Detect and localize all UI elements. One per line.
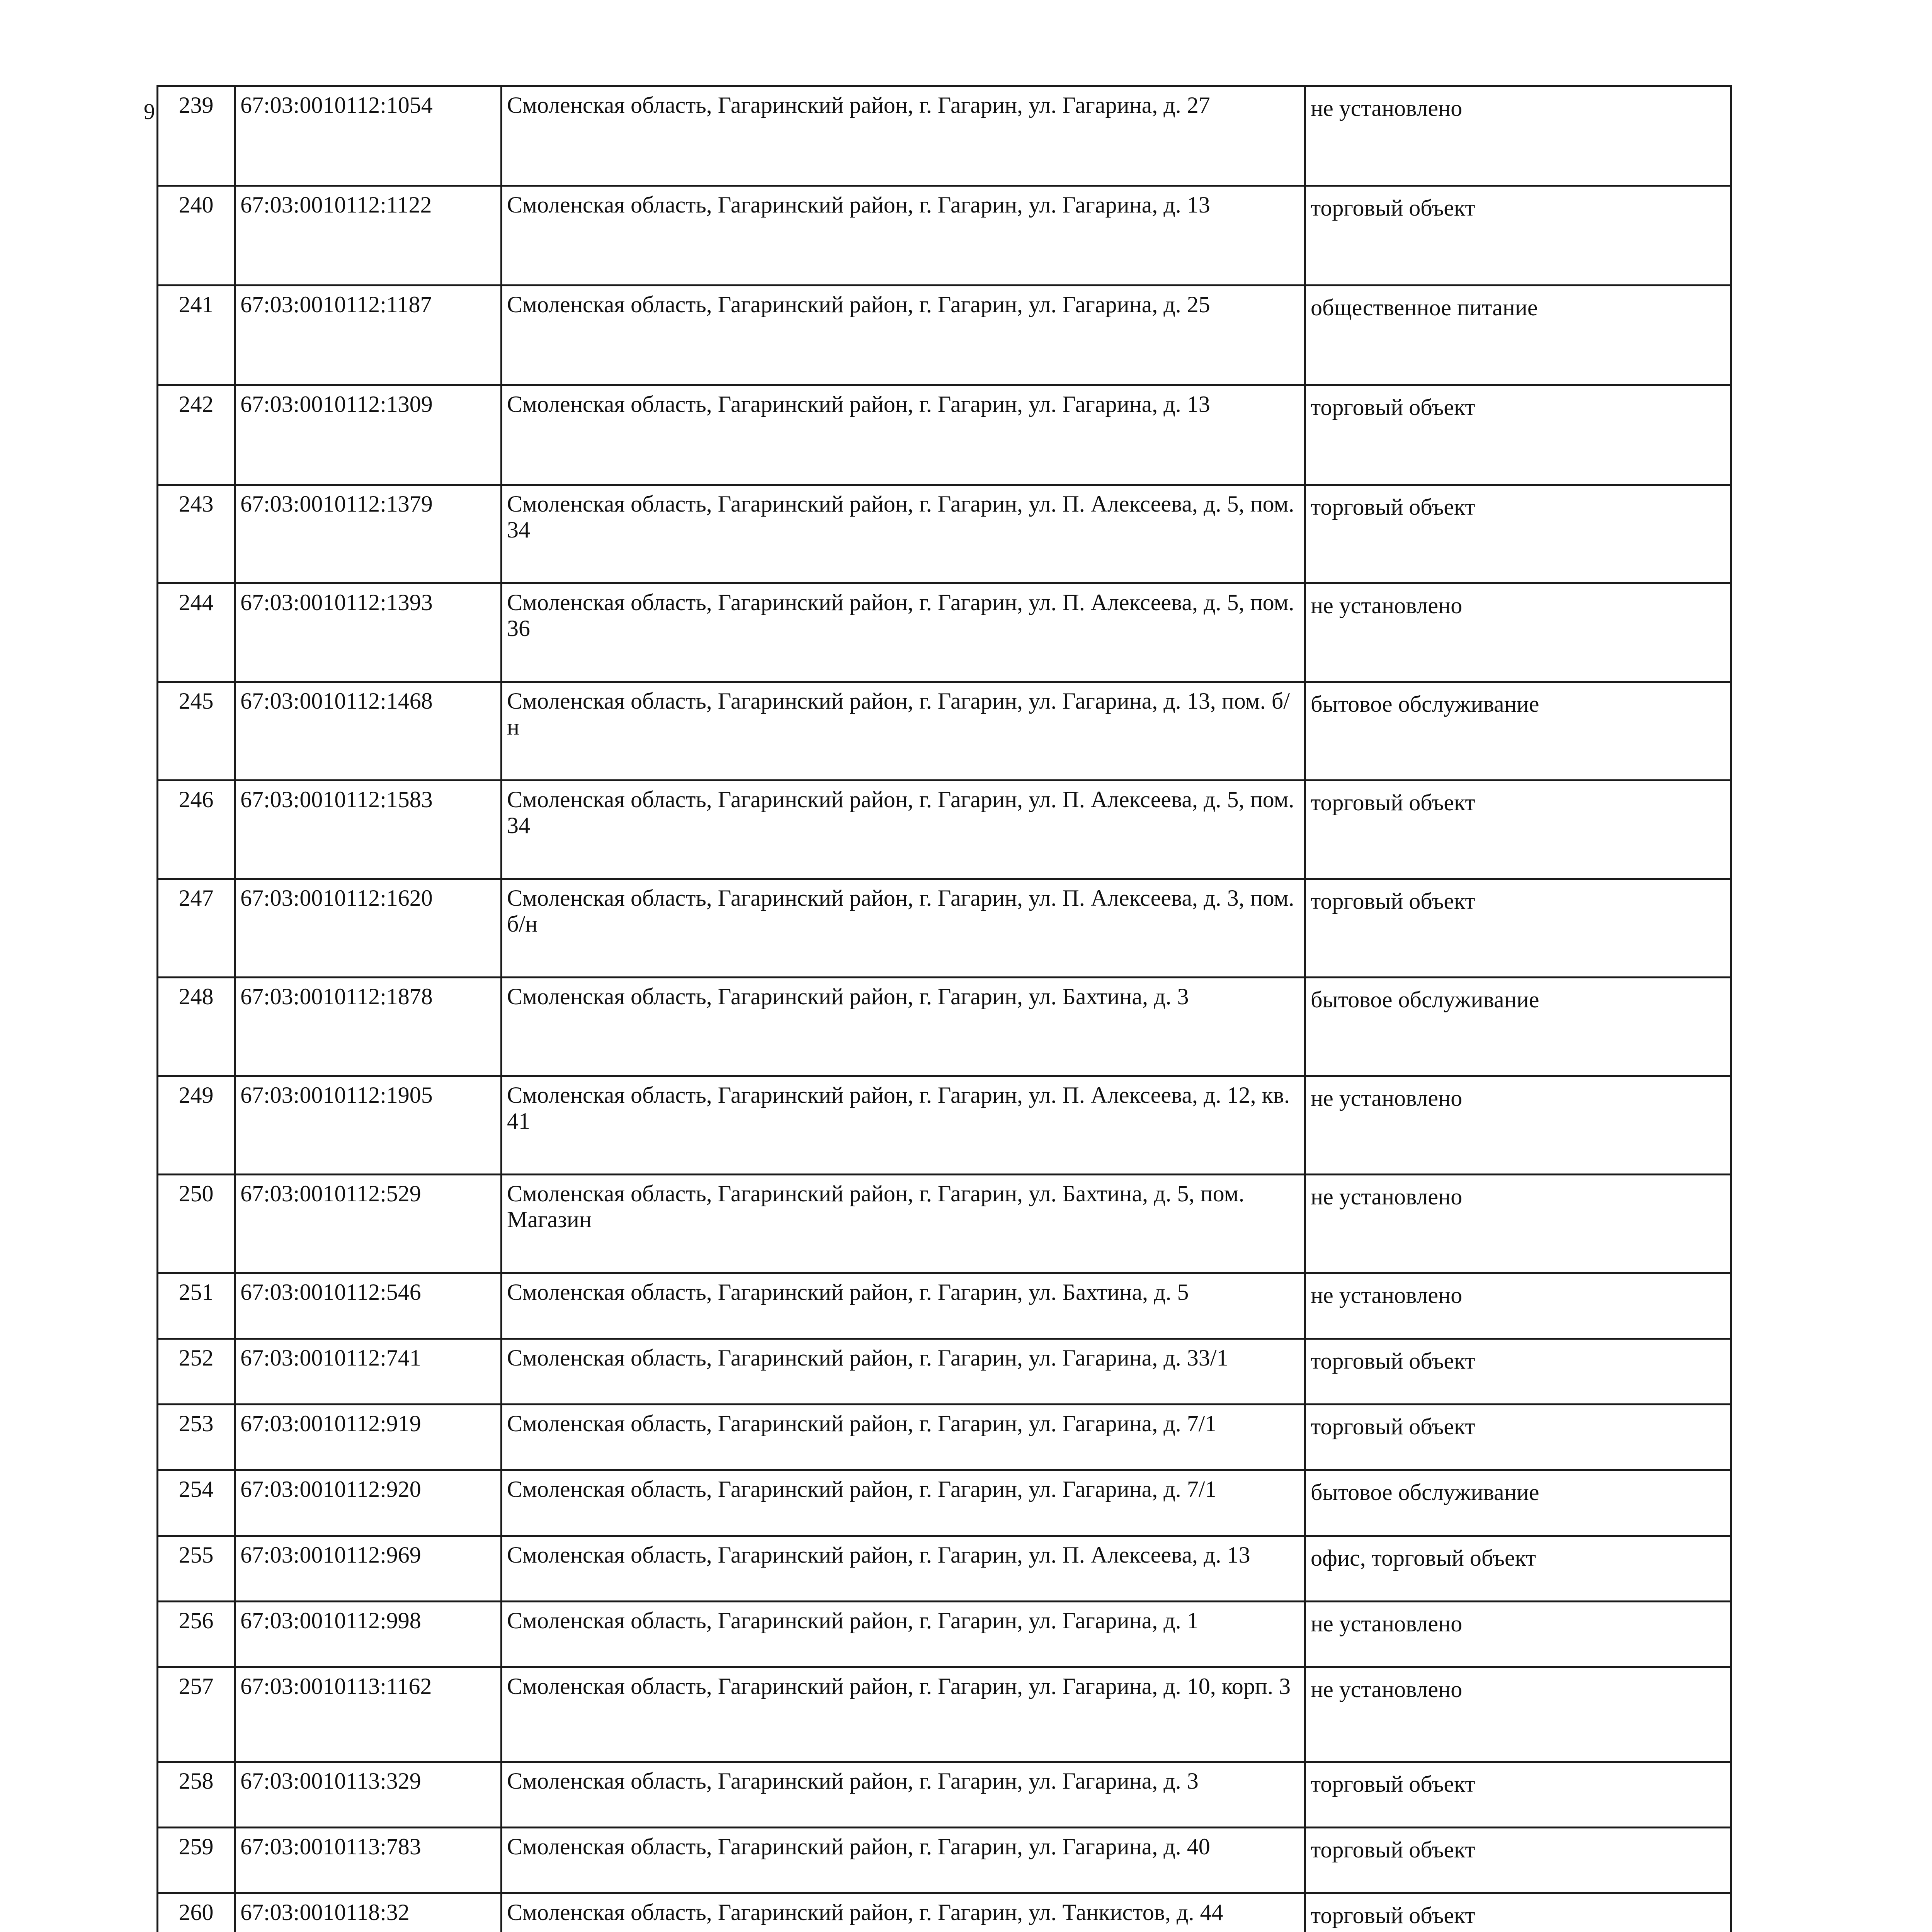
address: Смоленская область, Гагаринский район, г. Гагарин, ул. П. Алексеева, д. 3, пом. б/н bbox=[502, 879, 1305, 978]
address: Смоленская область, Гагаринский район, г. Гагарин, ул. П. Алексеева, д. 5, пом. 36 bbox=[502, 583, 1305, 682]
usage-type: торговый объект bbox=[1305, 1339, 1731, 1405]
usage-type: торговый объект bbox=[1305, 879, 1731, 978]
cadastral-number: 67:03:0010112:1393 bbox=[235, 583, 502, 682]
address: Смоленская область, Гагаринский район, г. Гагарин, ул. Гагарина, д. 7/1 bbox=[502, 1405, 1305, 1470]
usage-type: не установлено bbox=[1305, 86, 1731, 186]
cadastral-number: 67:03:0010112:741 bbox=[235, 1339, 502, 1405]
usage-type: не установлено bbox=[1305, 1076, 1731, 1175]
cadastral-number: 67:03:0010113:1162 bbox=[235, 1667, 502, 1762]
usage-type: торговый объект bbox=[1305, 385, 1731, 485]
cadastral-number: 67:03:0010112:546 bbox=[235, 1273, 502, 1339]
address: Смоленская область, Гагаринский район, г. Гагарин, ул. Гагарина, д. 33/1 bbox=[502, 1339, 1305, 1405]
usage-type: торговый объект bbox=[1305, 485, 1731, 583]
address: Смоленская область, Гагаринский район, г. Гагарин, ул. Гагарина, д. 25 bbox=[502, 286, 1305, 385]
row-number: 251 bbox=[158, 1273, 235, 1339]
usage-type: не установлено bbox=[1305, 1667, 1731, 1762]
cadastral-number: 67:03:0010113:783 bbox=[235, 1828, 502, 1893]
table-row bbox=[158, 781, 1731, 879]
row-number: 247 bbox=[158, 879, 235, 978]
cadastral-number: 67:03:0010112:1187 bbox=[235, 286, 502, 385]
address: Смоленская область, Гагаринский район, г. Гагарин, ул. Гагарина, д. 13 bbox=[502, 385, 1305, 485]
row-number: 255 bbox=[158, 1536, 235, 1602]
table-row bbox=[158, 1762, 1731, 1828]
address: Смоленская область, Гагаринский район, г. Гагарин, ул. Гагарина, д. 3 bbox=[502, 1762, 1305, 1828]
table-row bbox=[158, 1405, 1731, 1470]
row-number: 257 bbox=[158, 1667, 235, 1762]
page-number: 9 bbox=[144, 99, 155, 124]
table-row bbox=[158, 286, 1731, 385]
cadastral-number: 67:03:0010112:529 bbox=[235, 1175, 502, 1273]
usage-type: торговый объект bbox=[1305, 1893, 1731, 1932]
usage-type: бытовое обслуживание bbox=[1305, 682, 1731, 781]
address: Смоленская область, Гагаринский район, г. Гагарин, ул. П. Алексеева, д. 5, пом. 34 bbox=[502, 781, 1305, 879]
address: Смоленская область, Гагаринский район, г. Гагарин, ул. Гагарина, д. 27 bbox=[502, 86, 1305, 186]
address: Смоленская область, Гагаринский район, г. Гагарин, ул. Гагарина, д. 13, пом. б/н bbox=[502, 682, 1305, 781]
cadastral-number: 67:03:0010112:969 bbox=[235, 1536, 502, 1602]
row-number: 259 bbox=[158, 1828, 235, 1893]
cadastral-number: 67:03:0010112:998 bbox=[235, 1602, 502, 1667]
cadastral-number: 67:03:0010112:1620 bbox=[235, 879, 502, 978]
table-row bbox=[158, 186, 1731, 286]
usage-type: не установлено bbox=[1305, 583, 1731, 682]
cadastral-number: 67:03:0010112:1583 bbox=[235, 781, 502, 879]
table-row bbox=[158, 1273, 1731, 1339]
table-row bbox=[158, 682, 1731, 781]
table-row bbox=[158, 1076, 1731, 1175]
usage-type: офис, торговый объект bbox=[1305, 1536, 1731, 1602]
table-row bbox=[158, 86, 1731, 186]
row-number: 254 bbox=[158, 1470, 235, 1536]
row-number: 260 bbox=[158, 1893, 235, 1932]
table-row bbox=[158, 879, 1731, 978]
cadastral-number: 67:03:0010112:1054 bbox=[235, 86, 502, 186]
cadastral-number: 67:03:0010112:919 bbox=[235, 1405, 502, 1470]
usage-type: торговый объект bbox=[1305, 1762, 1731, 1828]
row-number: 249 bbox=[158, 1076, 235, 1175]
cadastral-number: 67:03:0010112:1878 bbox=[235, 978, 502, 1076]
table-row bbox=[158, 1339, 1731, 1405]
usage-type: торговый объект bbox=[1305, 781, 1731, 879]
row-number: 244 bbox=[158, 583, 235, 682]
registry-table-body bbox=[158, 86, 1731, 1932]
cadastral-number: 67:03:0010112:1468 bbox=[235, 682, 502, 781]
address: Смоленская область, Гагаринский район, г. Гагарин, ул. П. Алексеева, д. 5, пом. 34 bbox=[502, 485, 1305, 583]
table-row bbox=[158, 485, 1731, 583]
table-row bbox=[158, 385, 1731, 485]
usage-type: торговый объект bbox=[1305, 186, 1731, 286]
table-row bbox=[158, 1175, 1731, 1273]
row-number: 246 bbox=[158, 781, 235, 879]
cadastral-number: 67:03:0010112:1905 bbox=[235, 1076, 502, 1175]
address: Смоленская область, Гагаринский район, г. Гагарин, ул. П. Алексеева, д. 13 bbox=[502, 1536, 1305, 1602]
table-row bbox=[158, 1828, 1731, 1893]
row-number: 239 bbox=[158, 86, 235, 186]
row-number: 258 bbox=[158, 1762, 235, 1828]
row-number: 245 bbox=[158, 682, 235, 781]
address: Смоленская область, Гагаринский район, г. Гагарин, ул. Бахтина, д. 5, пом. Магазин bbox=[502, 1175, 1305, 1273]
row-number: 256 bbox=[158, 1602, 235, 1667]
address: Смоленская область, Гагаринский район, г. Гагарин, ул. Гагарина, д. 10, корп. 3 bbox=[502, 1667, 1305, 1762]
row-number: 240 bbox=[158, 186, 235, 286]
address: Смоленская область, Гагаринский район, г. Гагарин, ул. Танкистов, д. 44 bbox=[502, 1893, 1305, 1932]
usage-type: не установлено bbox=[1305, 1273, 1731, 1339]
usage-type: торговый объект bbox=[1305, 1405, 1731, 1470]
table-row bbox=[158, 583, 1731, 682]
cadastral-number: 67:03:0010112:1379 bbox=[235, 485, 502, 583]
usage-type: бытовое обслуживание bbox=[1305, 1470, 1731, 1536]
table-row bbox=[158, 1470, 1731, 1536]
row-number: 243 bbox=[158, 485, 235, 583]
address: Смоленская область, Гагаринский район, г. Гагарин, ул. Бахтина, д. 5 bbox=[502, 1273, 1305, 1339]
address: Смоленская область, Гагаринский район, г. Гагарин, ул. Гагарина, д. 40 bbox=[502, 1828, 1305, 1893]
row-number: 250 bbox=[158, 1175, 235, 1273]
usage-type: торговый объект bbox=[1305, 1828, 1731, 1893]
cadastral-number: 67:03:0010112:920 bbox=[235, 1470, 502, 1536]
address: Смоленская область, Гагаринский район, г. Гагарин, ул. Гагарина, д. 7/1 bbox=[502, 1470, 1305, 1536]
cadastral-number: 67:03:0010112:1122 bbox=[235, 186, 502, 286]
address: Смоленская область, Гагаринский район, г. Гагарин, ул. Бахтина, д. 3 bbox=[502, 978, 1305, 1076]
address: Смоленская область, Гагаринский район, г. Гагарин, ул. Гагарина, д. 1 bbox=[502, 1602, 1305, 1667]
usage-type: не установлено bbox=[1305, 1602, 1731, 1667]
cadastral-number: 67:03:0010118:32 bbox=[235, 1893, 502, 1932]
row-number: 253 bbox=[158, 1405, 235, 1470]
row-number: 242 bbox=[158, 385, 235, 485]
table-row bbox=[158, 1893, 1731, 1932]
property-registry-table bbox=[156, 85, 1732, 1932]
table-row bbox=[158, 1602, 1731, 1667]
usage-type: бытовое обслуживание bbox=[1305, 978, 1731, 1076]
cadastral-number: 67:03:0010112:1309 bbox=[235, 385, 502, 485]
table-row bbox=[158, 1536, 1731, 1602]
address: Смоленская область, Гагаринский район, г. Гагарин, ул. Гагарина, д. 13 bbox=[502, 186, 1305, 286]
address: Смоленская область, Гагаринский район, г. Гагарин, ул. П. Алексеева, д. 12, кв. 41 bbox=[502, 1076, 1305, 1175]
table-row bbox=[158, 1667, 1731, 1762]
row-number: 241 bbox=[158, 286, 235, 385]
row-number: 248 bbox=[158, 978, 235, 1076]
usage-type: общественное питание bbox=[1305, 286, 1731, 385]
cadastral-number: 67:03:0010113:329 bbox=[235, 1762, 502, 1828]
row-number: 252 bbox=[158, 1339, 235, 1405]
table-row bbox=[158, 978, 1731, 1076]
usage-type: не установлено bbox=[1305, 1175, 1731, 1273]
